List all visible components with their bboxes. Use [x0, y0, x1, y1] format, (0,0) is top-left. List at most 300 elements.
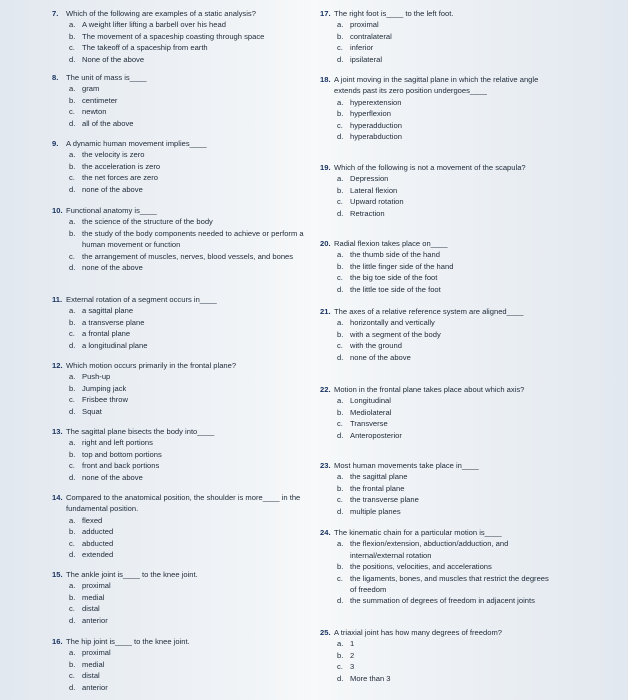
option-letter: a. [69, 217, 76, 227]
question-24 [320, 527, 550, 607]
question-number: 14. [52, 493, 63, 502]
option-text: anterior [82, 615, 108, 625]
option-text: ipsilateral [350, 54, 383, 64]
question-stem [52, 72, 314, 83]
option-text: Depression [350, 174, 389, 184]
question-text: A joint moving in the sagittal plane in which the relative angle extends past its zero position undergoes____ [334, 75, 539, 96]
answer-option [320, 638, 550, 649]
option-letter: c. [69, 604, 75, 614]
option-letter: a. [337, 174, 344, 184]
question-text: Which of the following are examples of a static analysis? [66, 9, 256, 18]
answer-option [52, 251, 314, 262]
question-number: 7. [52, 9, 59, 18]
option-letter: b. [69, 449, 76, 459]
option-letter: b. [337, 483, 344, 493]
answer-option [52, 647, 314, 658]
option-letter: a. [69, 648, 76, 658]
question-number: 25. [320, 628, 331, 637]
option-text: anterior [82, 682, 108, 692]
option-letter: c. [69, 538, 75, 548]
option-text: top and bottom portions [82, 449, 162, 459]
option-text: Anteroposterior [350, 430, 402, 440]
option-letter: b. [69, 317, 76, 327]
answer-option [52, 149, 314, 160]
question-stem [320, 238, 550, 249]
option-text: the positions, velocities, and accelerations [350, 562, 492, 572]
answer-option [320, 185, 550, 196]
answer-option [320, 340, 550, 351]
option-text: horizontally and vertically [350, 318, 435, 328]
question-text: Most human movements take place in____ [334, 461, 479, 470]
question-18 [320, 74, 550, 142]
answer-option [52, 19, 314, 30]
option-text: 2 [350, 650, 355, 660]
option-letter: b. [69, 383, 76, 393]
option-text: medial [82, 659, 105, 669]
question-number: 22. [320, 385, 331, 394]
answer-option [320, 249, 550, 260]
answer-option [320, 595, 550, 606]
question-12 [52, 360, 314, 417]
answer-option [52, 406, 314, 417]
option-letter: c. [69, 107, 75, 117]
question-number: 8. [52, 73, 59, 82]
question-number: 13. [52, 427, 63, 436]
option-letter: d. [337, 284, 344, 294]
answer-option [52, 549, 314, 560]
option-letter: d. [337, 54, 344, 64]
option-letter: d. [337, 352, 344, 362]
option-letter: a. [69, 372, 76, 382]
option-letter: a. [337, 97, 344, 107]
answer-option [52, 161, 314, 172]
question-number: 11. [52, 295, 63, 304]
answer-option [52, 340, 314, 351]
option-letter: a. [337, 20, 344, 30]
question-stem [52, 492, 314, 515]
option-letter: a. [337, 396, 344, 406]
option-text: all of the above [82, 118, 134, 128]
option-text: gram [82, 84, 100, 94]
answer-option [52, 682, 314, 693]
option-text: None of the above [82, 54, 145, 64]
option-letter: d. [337, 506, 344, 516]
answer-option [52, 54, 314, 65]
option-text: the flexion/extension, abduction/adduction, and internal/external rotation [350, 539, 509, 560]
option-letter: a. [69, 84, 76, 94]
option-letter: b. [337, 562, 344, 572]
option-letter: c. [69, 395, 75, 405]
option-letter: d. [337, 430, 344, 440]
option-letter: d. [69, 184, 76, 194]
option-text: proximal [82, 648, 111, 658]
option-letter: a. [337, 539, 344, 549]
option-text: the net forces are zero [82, 173, 158, 183]
option-text: flexed [82, 515, 103, 525]
option-text: Push-up [82, 372, 111, 382]
option-letter: c. [337, 273, 343, 283]
answer-option [52, 449, 314, 460]
option-letter: b. [69, 95, 76, 105]
option-letter: a. [337, 472, 344, 482]
option-text: the sagittal plane [350, 472, 408, 482]
option-text: the thumb side of the hand [350, 250, 440, 260]
option-letter: c. [337, 120, 343, 130]
option-text: the arrangement of muscles, nerves, blood vessels, and bones [82, 251, 294, 261]
answer-option [52, 472, 314, 483]
question-19 [320, 162, 550, 219]
question-number: 20. [320, 239, 331, 248]
question-text: A dynamic human movement implies____ [66, 139, 207, 148]
question-23 [320, 460, 550, 517]
option-letter: c. [69, 671, 75, 681]
answer-option [320, 42, 550, 53]
question-stem [320, 74, 550, 97]
option-letter: b. [337, 329, 344, 339]
option-text: the velocity is zero [82, 150, 145, 160]
answer-option [320, 19, 550, 30]
question-stem [320, 627, 550, 638]
option-text: the science of the structure of the body [82, 217, 213, 227]
question-11 [52, 294, 314, 351]
option-text: hyperextension [350, 97, 402, 107]
answer-option [320, 54, 550, 65]
question-number: 10. [52, 206, 63, 215]
answer-option [320, 173, 550, 184]
option-letter: c. [337, 662, 343, 672]
option-text: The movement of a spaceship coasting through space [82, 31, 265, 41]
option-text: the summation of degrees of freedom in adjacent joints [350, 596, 535, 606]
option-text: the study of the body components needed to achieve or perform a human movement or function [82, 228, 304, 250]
option-text: Lateral flexion [350, 185, 398, 195]
answer-option [52, 580, 314, 591]
question-text: Which motion occurs primarily in the frontal plane? [66, 361, 237, 370]
option-letter: a. [69, 150, 76, 160]
option-letter: c. [337, 43, 343, 53]
option-letter: b. [337, 185, 344, 195]
answer-option [52, 262, 314, 273]
option-letter: c. [69, 461, 75, 471]
question-stem [52, 426, 314, 437]
answer-option [52, 118, 314, 129]
option-letter: c. [337, 419, 343, 429]
question-stem [320, 162, 550, 173]
question-14 [52, 492, 314, 560]
option-letter: b. [69, 161, 76, 171]
option-letter: d. [69, 118, 76, 128]
option-text: Longitudinal [350, 396, 391, 406]
option-letter: b. [337, 109, 344, 119]
answer-option [320, 196, 550, 207]
question-7 [52, 8, 314, 65]
option-text: the frontal plane [350, 483, 405, 493]
option-letter: d. [69, 54, 76, 64]
option-letter: c. [337, 341, 343, 351]
option-text: none of the above [350, 352, 411, 362]
answer-option [52, 42, 314, 53]
answer-option [320, 352, 550, 363]
option-text: medial [82, 592, 105, 602]
answer-option [320, 317, 550, 328]
option-letter: c. [69, 173, 75, 183]
answer-option [320, 673, 550, 684]
option-letter: b. [337, 407, 344, 417]
answer-option [52, 603, 314, 614]
answer-option [52, 172, 314, 183]
option-letter: d. [69, 615, 76, 625]
answer-option [52, 31, 314, 42]
option-text: proximal [350, 20, 379, 30]
answer-option [320, 650, 550, 661]
question-number: 24. [320, 528, 331, 537]
question-22 [320, 384, 550, 441]
question-number: 9. [52, 139, 59, 148]
option-letter: b. [337, 650, 344, 660]
question-stem [52, 138, 314, 149]
option-letter: a. [337, 318, 344, 328]
option-letter: c. [337, 573, 343, 583]
answer-option [52, 460, 314, 471]
answer-option [320, 483, 550, 494]
option-letter: a. [337, 639, 344, 649]
option-letter: b. [69, 592, 76, 602]
answer-option [52, 328, 314, 339]
question-stem [52, 294, 314, 305]
option-text: a transverse plane [82, 317, 145, 327]
option-text: the little toe side of the foot [350, 284, 441, 294]
answer-option [52, 526, 314, 537]
question-21 [320, 306, 550, 363]
question-number: 19. [320, 163, 331, 172]
answer-option [52, 106, 314, 117]
question-15 [52, 569, 314, 626]
option-text: none of the above [82, 263, 143, 273]
option-text: proximal [82, 581, 111, 591]
option-text: 3 [350, 662, 355, 672]
option-text: Frisbee throw [82, 395, 129, 405]
question-number: 17. [320, 9, 331, 18]
answer-option [320, 471, 550, 482]
answer-option [320, 395, 550, 406]
option-text: with a segment of the body [350, 329, 441, 339]
option-text: the big toe side of the foot [350, 273, 438, 283]
option-text: distal [82, 671, 100, 681]
answer-option [320, 31, 550, 42]
option-letter: b. [69, 31, 76, 41]
question-stem [52, 205, 314, 216]
option-text: Retraction [350, 208, 385, 218]
option-text: Mediolateral [350, 407, 392, 417]
option-text: A weight lifter lifting a barbell over his head [82, 20, 226, 30]
option-letter: d. [69, 472, 76, 482]
option-letter: b. [69, 527, 76, 537]
question-text: The axes of a relative reference system are aligned____ [334, 307, 524, 316]
answer-option [320, 506, 550, 517]
question-text: Compared to the anatomical position, the shoulder is more____ in the fundamental position. [66, 493, 301, 514]
option-letter: c. [69, 43, 75, 53]
answer-option [52, 659, 314, 670]
answer-option [52, 305, 314, 316]
question-text: External rotation of a segment occurs in____ [66, 295, 217, 304]
answer-option [52, 216, 314, 227]
option-letter: c. [69, 329, 75, 339]
option-text: Jumping jack [82, 383, 127, 393]
answer-option [52, 670, 314, 681]
option-letter: a. [69, 20, 76, 30]
answer-option [52, 437, 314, 448]
question-stem [320, 460, 550, 471]
answer-option [52, 383, 314, 394]
answer-option [52, 394, 314, 405]
option-text: hyperadduction [350, 120, 402, 130]
question-number: 18. [320, 75, 331, 84]
option-letter: d. [69, 406, 76, 416]
option-letter: a. [69, 515, 76, 525]
option-text: newton [82, 107, 107, 117]
question-text: A triaxial joint has how many degrees of freedom? [334, 628, 502, 637]
answer-option [320, 538, 550, 561]
option-text: inferior [350, 43, 374, 53]
question-9 [52, 138, 314, 195]
option-letter: b. [69, 659, 76, 669]
answer-option [52, 592, 314, 603]
question-8 [52, 72, 314, 129]
answer-option [52, 95, 314, 106]
option-letter: d. [337, 596, 344, 606]
option-text: abducted [82, 538, 114, 548]
option-letter: d. [69, 263, 76, 273]
question-text: The ankle joint is____ to the knee joint. [66, 570, 198, 579]
answer-option [320, 272, 550, 283]
option-text: distal [82, 604, 100, 614]
question-number: 23. [320, 461, 331, 470]
option-text: hyperabduction [350, 132, 402, 142]
option-text: adducted [82, 527, 114, 537]
question-stem [52, 636, 314, 647]
option-letter: c. [337, 197, 343, 207]
answer-option [320, 108, 550, 119]
option-letter: d. [337, 208, 344, 218]
question-number: 21. [320, 307, 331, 316]
option-text: front and back portions [82, 461, 160, 471]
option-letter: d. [69, 682, 76, 692]
question-13 [52, 426, 314, 483]
option-text: multiple planes [350, 506, 401, 516]
option-text: centimeter [82, 95, 118, 105]
option-letter: b. [69, 228, 76, 238]
answer-option [320, 561, 550, 572]
answer-option [52, 538, 314, 549]
answer-option [320, 573, 550, 596]
question-stem [320, 527, 550, 538]
option-text: the ligaments, bones, and muscles that restrict the degrees of freedom [350, 573, 549, 595]
option-text: none of the above [82, 472, 143, 482]
answer-option [52, 83, 314, 94]
option-letter: d. [69, 550, 76, 560]
answer-option [320, 430, 550, 441]
option-text: the acceleration is zero [82, 161, 161, 171]
question-text: The hip joint is____ to the knee joint. [66, 637, 190, 646]
answer-option [320, 284, 550, 295]
answer-option [320, 329, 550, 340]
option-text: with the ground [350, 341, 402, 351]
answer-option [52, 317, 314, 328]
question-text: Motion in the frontal plane takes place about which axis? [334, 385, 525, 394]
question-stem [320, 8, 550, 19]
answer-option [52, 515, 314, 526]
question-text: The unit of mass is____ [66, 73, 147, 82]
question-stem [52, 8, 314, 19]
option-letter: a. [337, 250, 344, 260]
answer-option [320, 208, 550, 219]
option-letter: a. [69, 581, 76, 591]
question-stem [320, 384, 550, 395]
question-text: The right foot is____ to the left foot. [334, 9, 454, 18]
question-text: Which of the following is not a movement of the scapula? [334, 163, 526, 172]
option-text: a frontal plane [82, 329, 131, 339]
option-text: The takeoff of a spaceship from earth [82, 43, 208, 53]
question-25 [320, 627, 550, 684]
option-letter: b. [337, 261, 344, 271]
option-letter: a. [69, 306, 76, 316]
option-text: the little finger side of the hand [350, 261, 454, 271]
answer-option [320, 494, 550, 505]
option-text: Squat [82, 406, 102, 416]
option-text: hyperflexion [350, 109, 391, 119]
answer-option [320, 120, 550, 131]
question-20 [320, 238, 550, 295]
answer-option [52, 184, 314, 195]
option-text: contralateral [350, 31, 392, 41]
option-letter: a. [69, 438, 76, 448]
question-text: The kinematic chain for a particular motion is____ [334, 528, 502, 537]
question-stem [320, 306, 550, 317]
option-text: More than 3 [350, 673, 391, 683]
answer-option [320, 261, 550, 272]
option-letter: b. [337, 31, 344, 41]
question-stem [52, 360, 314, 371]
answer-option [52, 228, 314, 251]
question-text: The sagittal plane bisects the body into____ [66, 427, 215, 436]
option-text: a sagittal plane [82, 306, 134, 316]
option-text: Upward rotation [350, 197, 404, 207]
option-text: a longitudinal plane [82, 340, 148, 350]
answer-option [320, 97, 550, 108]
option-letter: d. [337, 673, 344, 683]
option-text: Transverse [350, 419, 388, 429]
answer-option [320, 661, 550, 672]
option-text: none of the above [82, 184, 143, 194]
question-number: 16. [52, 637, 63, 646]
option-text: 1 [350, 639, 355, 649]
option-text: extended [82, 550, 114, 560]
question-10 [52, 205, 314, 273]
answer-option [52, 371, 314, 382]
question-text: Radial flexion takes place on____ [334, 239, 448, 248]
question-16 [52, 636, 314, 693]
answer-option [320, 131, 550, 142]
answer-option [320, 407, 550, 418]
answer-option [320, 418, 550, 429]
question-stem [52, 569, 314, 580]
option-letter: c. [337, 495, 343, 505]
question-number: 12. [52, 361, 63, 370]
option-letter: d. [337, 132, 344, 142]
question-17 [320, 8, 550, 65]
answer-option [52, 615, 314, 626]
option-letter: c. [69, 251, 75, 261]
option-text: the transverse plane [350, 495, 419, 505]
